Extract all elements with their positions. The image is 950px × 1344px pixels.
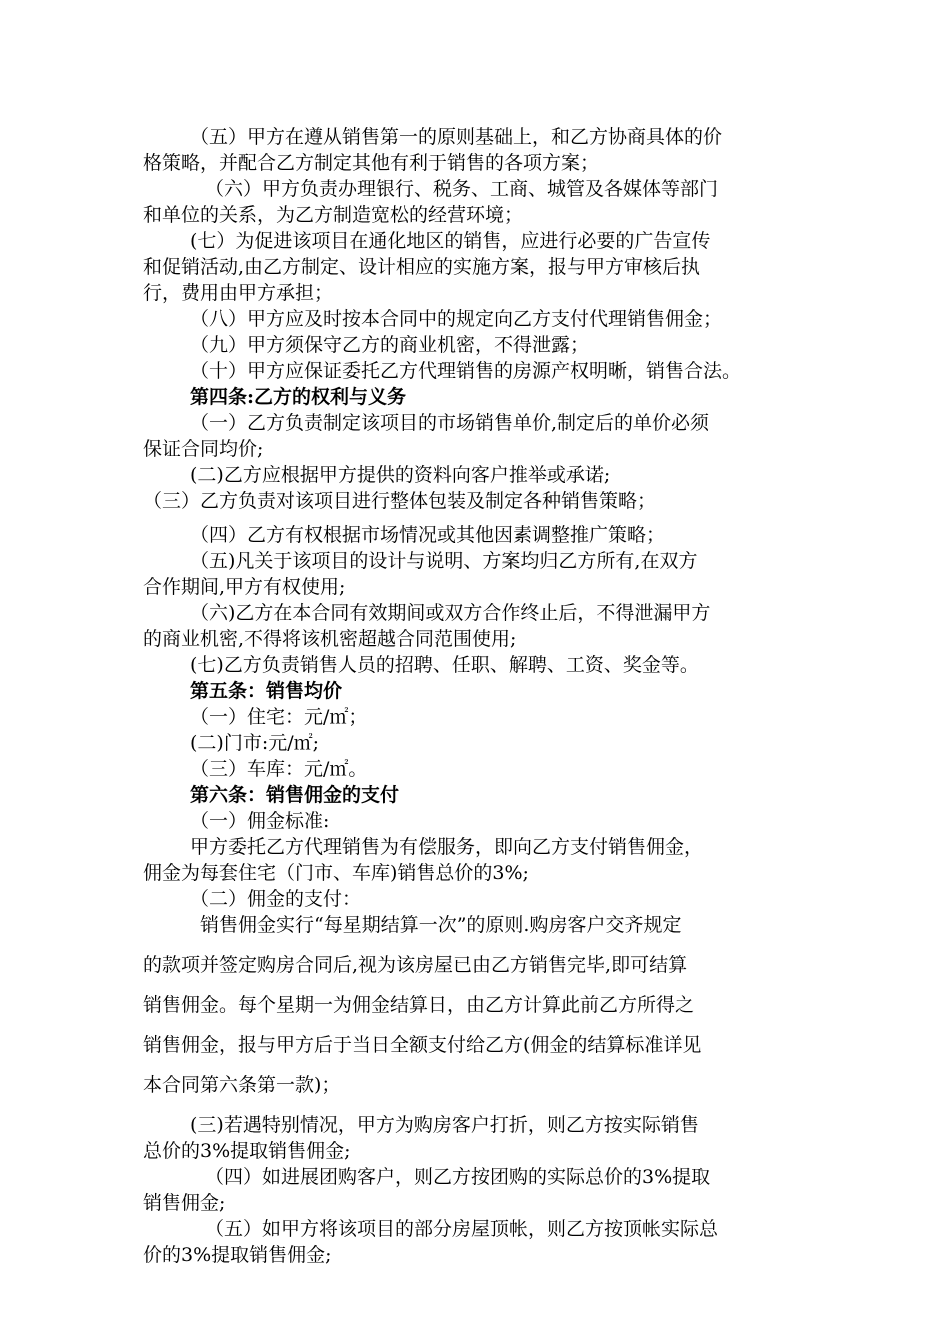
- section-heading: 第五条：销售均价: [190, 680, 343, 702]
- paragraph-line: (七)乙方负责销售人员的招聘、任职、解聘、工资、奖金等。: [190, 654, 699, 676]
- paragraph-line: （三）车库：元/㎡。: [190, 758, 368, 780]
- paragraph-line: (二)门市:元/㎡;: [190, 732, 320, 754]
- paragraph-line: 的款项并签定购房合同后,视为该房屋已由乙方销售完毕,即可结算: [143, 954, 688, 976]
- paragraph-line: （五)凡关于该项目的设计与说明、方案均归乙方所有,在双方: [190, 550, 698, 572]
- paragraph-line: 合作期间,甲方有权使用;: [143, 576, 346, 598]
- paragraph-line: （六）甲方负责办理银行、税务、工商、城管及各媒体等部门: [205, 178, 719, 200]
- paragraph-line: (二)乙方应根据甲方提供的资料向客户推举或承诺;: [190, 464, 611, 486]
- paragraph-line: (三)若遇特别情况，甲方为购房客户打折，则乙方按实际销售: [190, 1114, 699, 1136]
- paragraph-line: （二）佣金的支付：: [190, 888, 362, 910]
- paragraph-line: （一）佣金标准:: [190, 810, 330, 832]
- paragraph-line: 保证合同均价;: [143, 438, 264, 460]
- paragraph-line: （四）乙方有权根据市场情况或其他因素调整推广策略；: [190, 524, 666, 546]
- paragraph-line: （三）乙方负责对该项目进行整体包装及制定各种销售策略；: [143, 490, 657, 512]
- paragraph-line: 行，费用由甲方承担；: [143, 282, 334, 304]
- paragraph-line: 总价的3%提取销售佣金;: [143, 1140, 351, 1162]
- paragraph-line: 销售佣金，报与甲方后于当日全额支付给乙方(佣金的结算标准详见: [143, 1034, 702, 1056]
- paragraph-line: 甲方委托乙方代理销售为有偿服务，即向乙方支付销售佣金，: [190, 836, 704, 858]
- paragraph-line: （四）如进展团购客户，则乙方按团购的实际总价的3%提取: [205, 1166, 711, 1188]
- paragraph-line: 格策略，并配合乙方制定其他有利于销售的各项方案；: [143, 152, 600, 174]
- paragraph-line: 和单位的关系，为乙方制造宽松的经营环境；: [143, 204, 524, 226]
- paragraph-line: （六)乙方在本合同有效期间或双方合作终止后，不得泄漏甲方: [190, 602, 711, 624]
- paragraph-line: （十）甲方应保证委托乙方代理销售的房源产权明晰，销售合法。: [190, 360, 742, 382]
- section-heading: 第四条:乙方的权利与义务: [190, 386, 407, 408]
- paragraph-line: （一）乙方负责制定该项目的市场销售单价,制定后的单价必须: [190, 412, 710, 434]
- paragraph-line: 本合同第六条第一款)；: [143, 1074, 341, 1096]
- paragraph-line: 和促销活动,由乙方制定、设计相应的实施方案，报与甲方审核后执: [143, 256, 701, 278]
- paragraph-line: 价的3%提取销售佣金;: [143, 1244, 332, 1266]
- paragraph-line: 销售佣金;: [143, 1192, 226, 1214]
- paragraph-line: （五）如甲方将该项目的部分房屋顶帐，则乙方按顶帐实际总: [205, 1218, 719, 1240]
- paragraph-line: （八）甲方应及时按本合同中的规定向乙方支付代理销售佣金；: [190, 308, 723, 330]
- paragraph-line: 销售佣金。每个星期一为佣金结算日，由乙方计算此前乙方所得之: [143, 994, 695, 1016]
- paragraph-line: （一）住宅：元/㎡；: [190, 706, 368, 728]
- paragraph-line: 的商业机密,不得将该机密超越合同范围使用;: [143, 628, 517, 650]
- paragraph-line: (七）为促进该项目在通化地区的销售，应进行必要的广告宣传: [190, 230, 711, 252]
- paragraph-line: 佣金为每套住宅（门市、车库)销售总价的3%;: [143, 862, 529, 884]
- paragraph-line: （九）甲方须保守乙方的商业机密，不得泄露；: [190, 334, 590, 356]
- section-heading: 第六条：销售佣金的支付: [190, 784, 400, 806]
- paragraph-line: （五）甲方在遵从销售第一的原则基础上，和乙方协商具体的价: [190, 126, 723, 148]
- paragraph-line: 销售佣金实行“每星期结算一次”的原则.购房客户交齐规定: [200, 914, 682, 936]
